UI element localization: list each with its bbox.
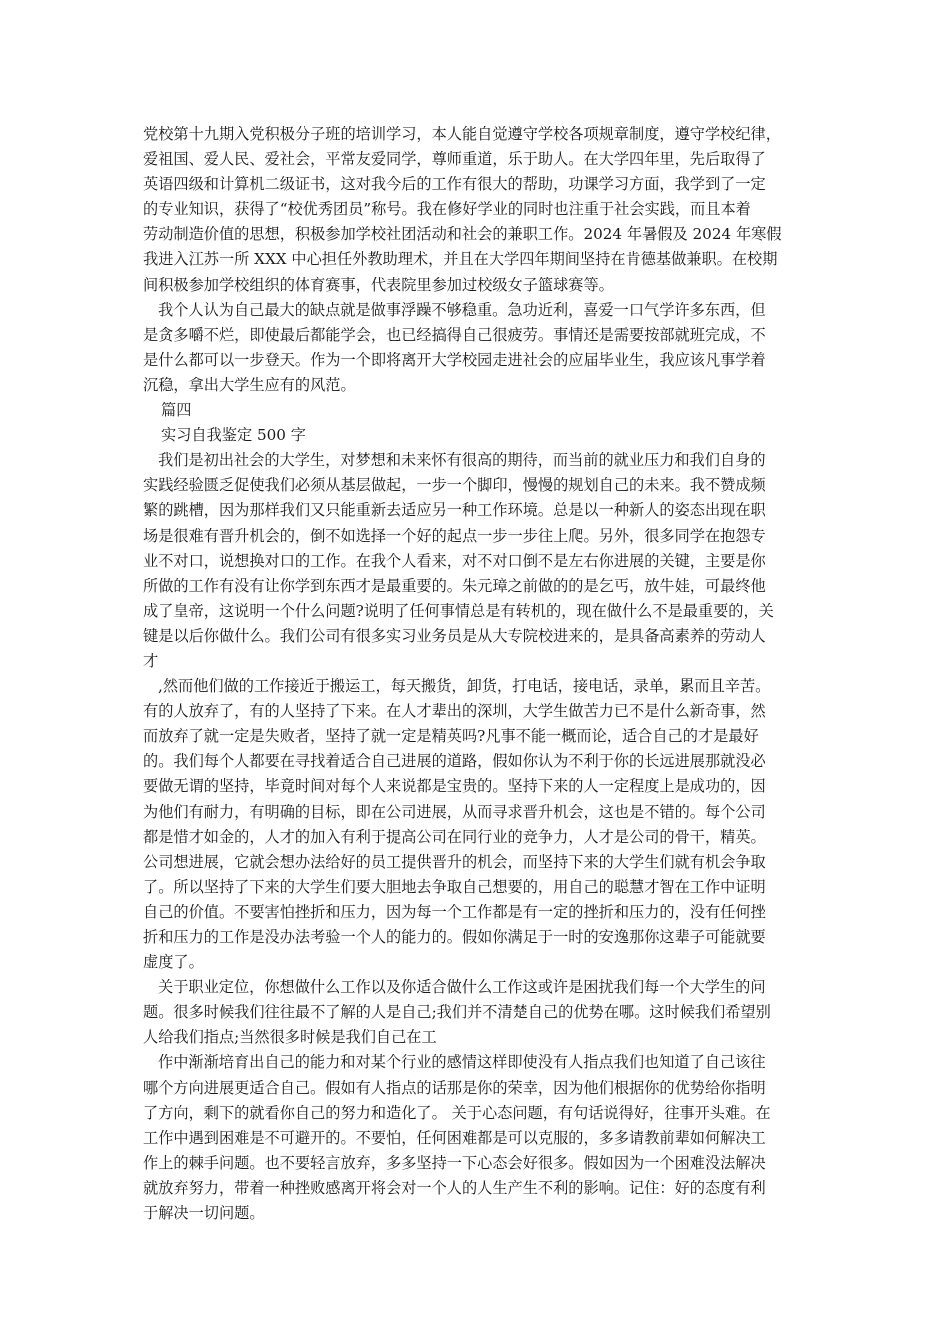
text-line: 就放弃努力，带着一种挫败感离开将会对一个人的人生产生不利的影响。记住：好的态度有利 bbox=[143, 1178, 766, 1197]
text-line: 的。我们每个人都要在寻找着适合自己进展的道路，假如你认为不利于你的长远进展那就没必 bbox=[143, 752, 766, 771]
text-line: ,然而他们做的工作接近于搬运工，每天搬货，卸货，打电话，接电话，录单，累而且辛苦。 bbox=[158, 677, 771, 696]
text-line: 的专业知识，获得了“校优秀团员”称号。我在修好学业的同时也注重于社会实践，而且本着 bbox=[143, 200, 751, 219]
text-line: 是贪多嚼不烂，即使最后都能学会，也已经搞得自己很疲劳。事情还是需要按部就班完成，不 bbox=[143, 325, 766, 344]
text-line: 为他们有耐力，有明确的目标，即在公司进展，从而寻求晋升机会，这也是不错的。每个公司 bbox=[143, 802, 766, 821]
text-line: 英语四级和计算机二级证书，这对我今后的工作有很大的帮助，功课学习方面，我学到了一定 bbox=[143, 175, 766, 194]
text-line: 劳动制造价值的思想，积极参加学校社团活动和社会的兼职工作。2024 年暑假及 2024 年寒假 bbox=[143, 225, 782, 244]
text-line: 我进入江苏一所 XXX 中心担任外教助理术，并且在大学四年期间坚持在肯德基做兼职。在校期 bbox=[143, 250, 778, 269]
text-line: 党校第十九期入党积极分子班的培训学习，本人能自觉遵守学校各项规章制度，遵守学校纪律， bbox=[143, 125, 781, 143]
text-line: 作上的棘手问题。也不要轻言放弃，多多坚持一下心态会好很多。假如因为一个困难没法解决 bbox=[143, 1153, 766, 1172]
text-line: 了。所以坚持了下来的大学生们要大胆地去争取自己想要的，用自己的聪慧才智在工作中证明 bbox=[143, 877, 766, 896]
text-line: 公司想进展，它就会想办法给好的员工提供晋升的机会，而坚持下来的大学生们就有机会争取 bbox=[143, 852, 766, 871]
text-line: 哪个方向进展更适合自己。假如有人指点的话那是你的荣幸，因为他们根据你的优势给你指明 bbox=[143, 1078, 766, 1097]
text-line: 我们是初出社会的大学生，对梦想和未来怀有很高的期待，而当前的就业压力和我们自身的 bbox=[158, 451, 766, 470]
text-line: 作中渐渐培育出自己的能力和对某个行业的感情这样即使没有人指点我们也知道了自己该往 bbox=[158, 1053, 766, 1072]
text-line: 实践经验匮乏促使我们必须从基层做起，一步一个脚印，慢慢的规划自己的未来。我不赞成频 bbox=[143, 476, 766, 495]
text-line: 间积极参加学校组织的体育赛事，代表院里参加过校级女子篮球赛等。 bbox=[143, 275, 614, 294]
text-line: 题。很多时候我们往往最不了解的人是自己;我们并不清楚自己的优势在哪。这时候我们希望别 bbox=[143, 1003, 771, 1022]
text-line: 我个人认为自己最大的缺点就是做事浮躁不够稳重。急功近利，喜爱一口气学许多东西，但 bbox=[158, 300, 766, 319]
text-line: 自己的价值。不要害怕挫折和压力，因为每一个工作都是有一定的挫折和压力的，没有任何挫 bbox=[143, 902, 766, 921]
text-line: 篇四 bbox=[161, 401, 192, 420]
text-line: 是什么都可以一步登天。作为一个即将离开大学校园走进社会的应届毕业生，我应该凡事学着 bbox=[143, 350, 766, 369]
text-line: 人给我们指点;当然很多时候是我们自己在工 bbox=[143, 1028, 437, 1047]
text-line: 了方向，剩下的就看你自己的努力和造化了。 关于心态问题，有句话说得好，往事开头难。在 bbox=[143, 1103, 771, 1122]
text-line: 键是以后你做什么。我们公司有很多实习业务员是从大专院校进来的，是具备高素养的劳动人 bbox=[143, 626, 766, 645]
text-line: 繁的跳槽，因为那样我们又只能重新去适应另一种工作环境。总是以一种新人的姿态出现在职 bbox=[143, 501, 766, 520]
text-line: 所做的工作有没有让你学到东西才是最重要的。朱元璋之前做的的是乞丐，放牛娃，可最终他 bbox=[143, 576, 766, 595]
text-line: 要做无谓的坚持，毕竟时间对每个人来说都是宝贵的。坚持下来的人一定程度上是成功的，因 bbox=[143, 777, 766, 796]
text-line: 都是惜才如金的，人才的加入有利于提高公司在同行业的竞争力，人才是公司的骨干，精英。 bbox=[143, 827, 766, 846]
text-line: 有的人放弃了，有的人坚持了下来。在人才辈出的深圳，大学生做苦力已不是什么新奇事，然 bbox=[143, 702, 766, 721]
text-line: 实习自我鉴定 500 字 bbox=[161, 426, 306, 445]
text-line: 虚度了。 bbox=[143, 953, 204, 972]
text-line: 场是很难有晋升机会的，倒不如选择一个好的起点一步一步往上爬。另外，很多同学在抱怨专 bbox=[143, 526, 766, 545]
text-line: 爱祖国、爱人民、爱社会，平常友爱同学，尊师重道，乐于助人。在大学四年里，先后取得了 bbox=[143, 150, 766, 169]
text-line: 才 bbox=[143, 651, 159, 670]
text-line: 工作中遇到困难是不可避开的。不要怕，任何困难都是可以克服的，多多请教前辈如何解决工 bbox=[143, 1128, 766, 1147]
text-line: 于解决一切问题。 bbox=[143, 1204, 265, 1223]
text-line: 成了皇帝，这说明一个什么问题?说明了任何事情总是有转机的，现在做什么不是最重要的，关 bbox=[143, 601, 774, 620]
document-body bbox=[143, 122, 809, 1226]
text-line: 业不对口，说想换对口的工作。在我个人看来，对不对口倒不是左右你进展的关键，主要是你 bbox=[143, 551, 766, 570]
text-line: 而放弃了就一定是失败者，坚持了就一定是精英吗?凡事不能一概而论，适合自己的才是最好 bbox=[143, 727, 759, 746]
text-line: 折和压力的工作是没办法考验一个人的能力的。假如你满足于一时的安逸那你这辈子可能就要 bbox=[143, 928, 766, 946]
text-line: 沉稳，拿出大学生应有的风范。 bbox=[143, 375, 356, 394]
text-line: 关于职业定位，你想做什么工作以及你适合做什么工作这或许是困扰我们每一个大学生的问 bbox=[158, 978, 766, 997]
